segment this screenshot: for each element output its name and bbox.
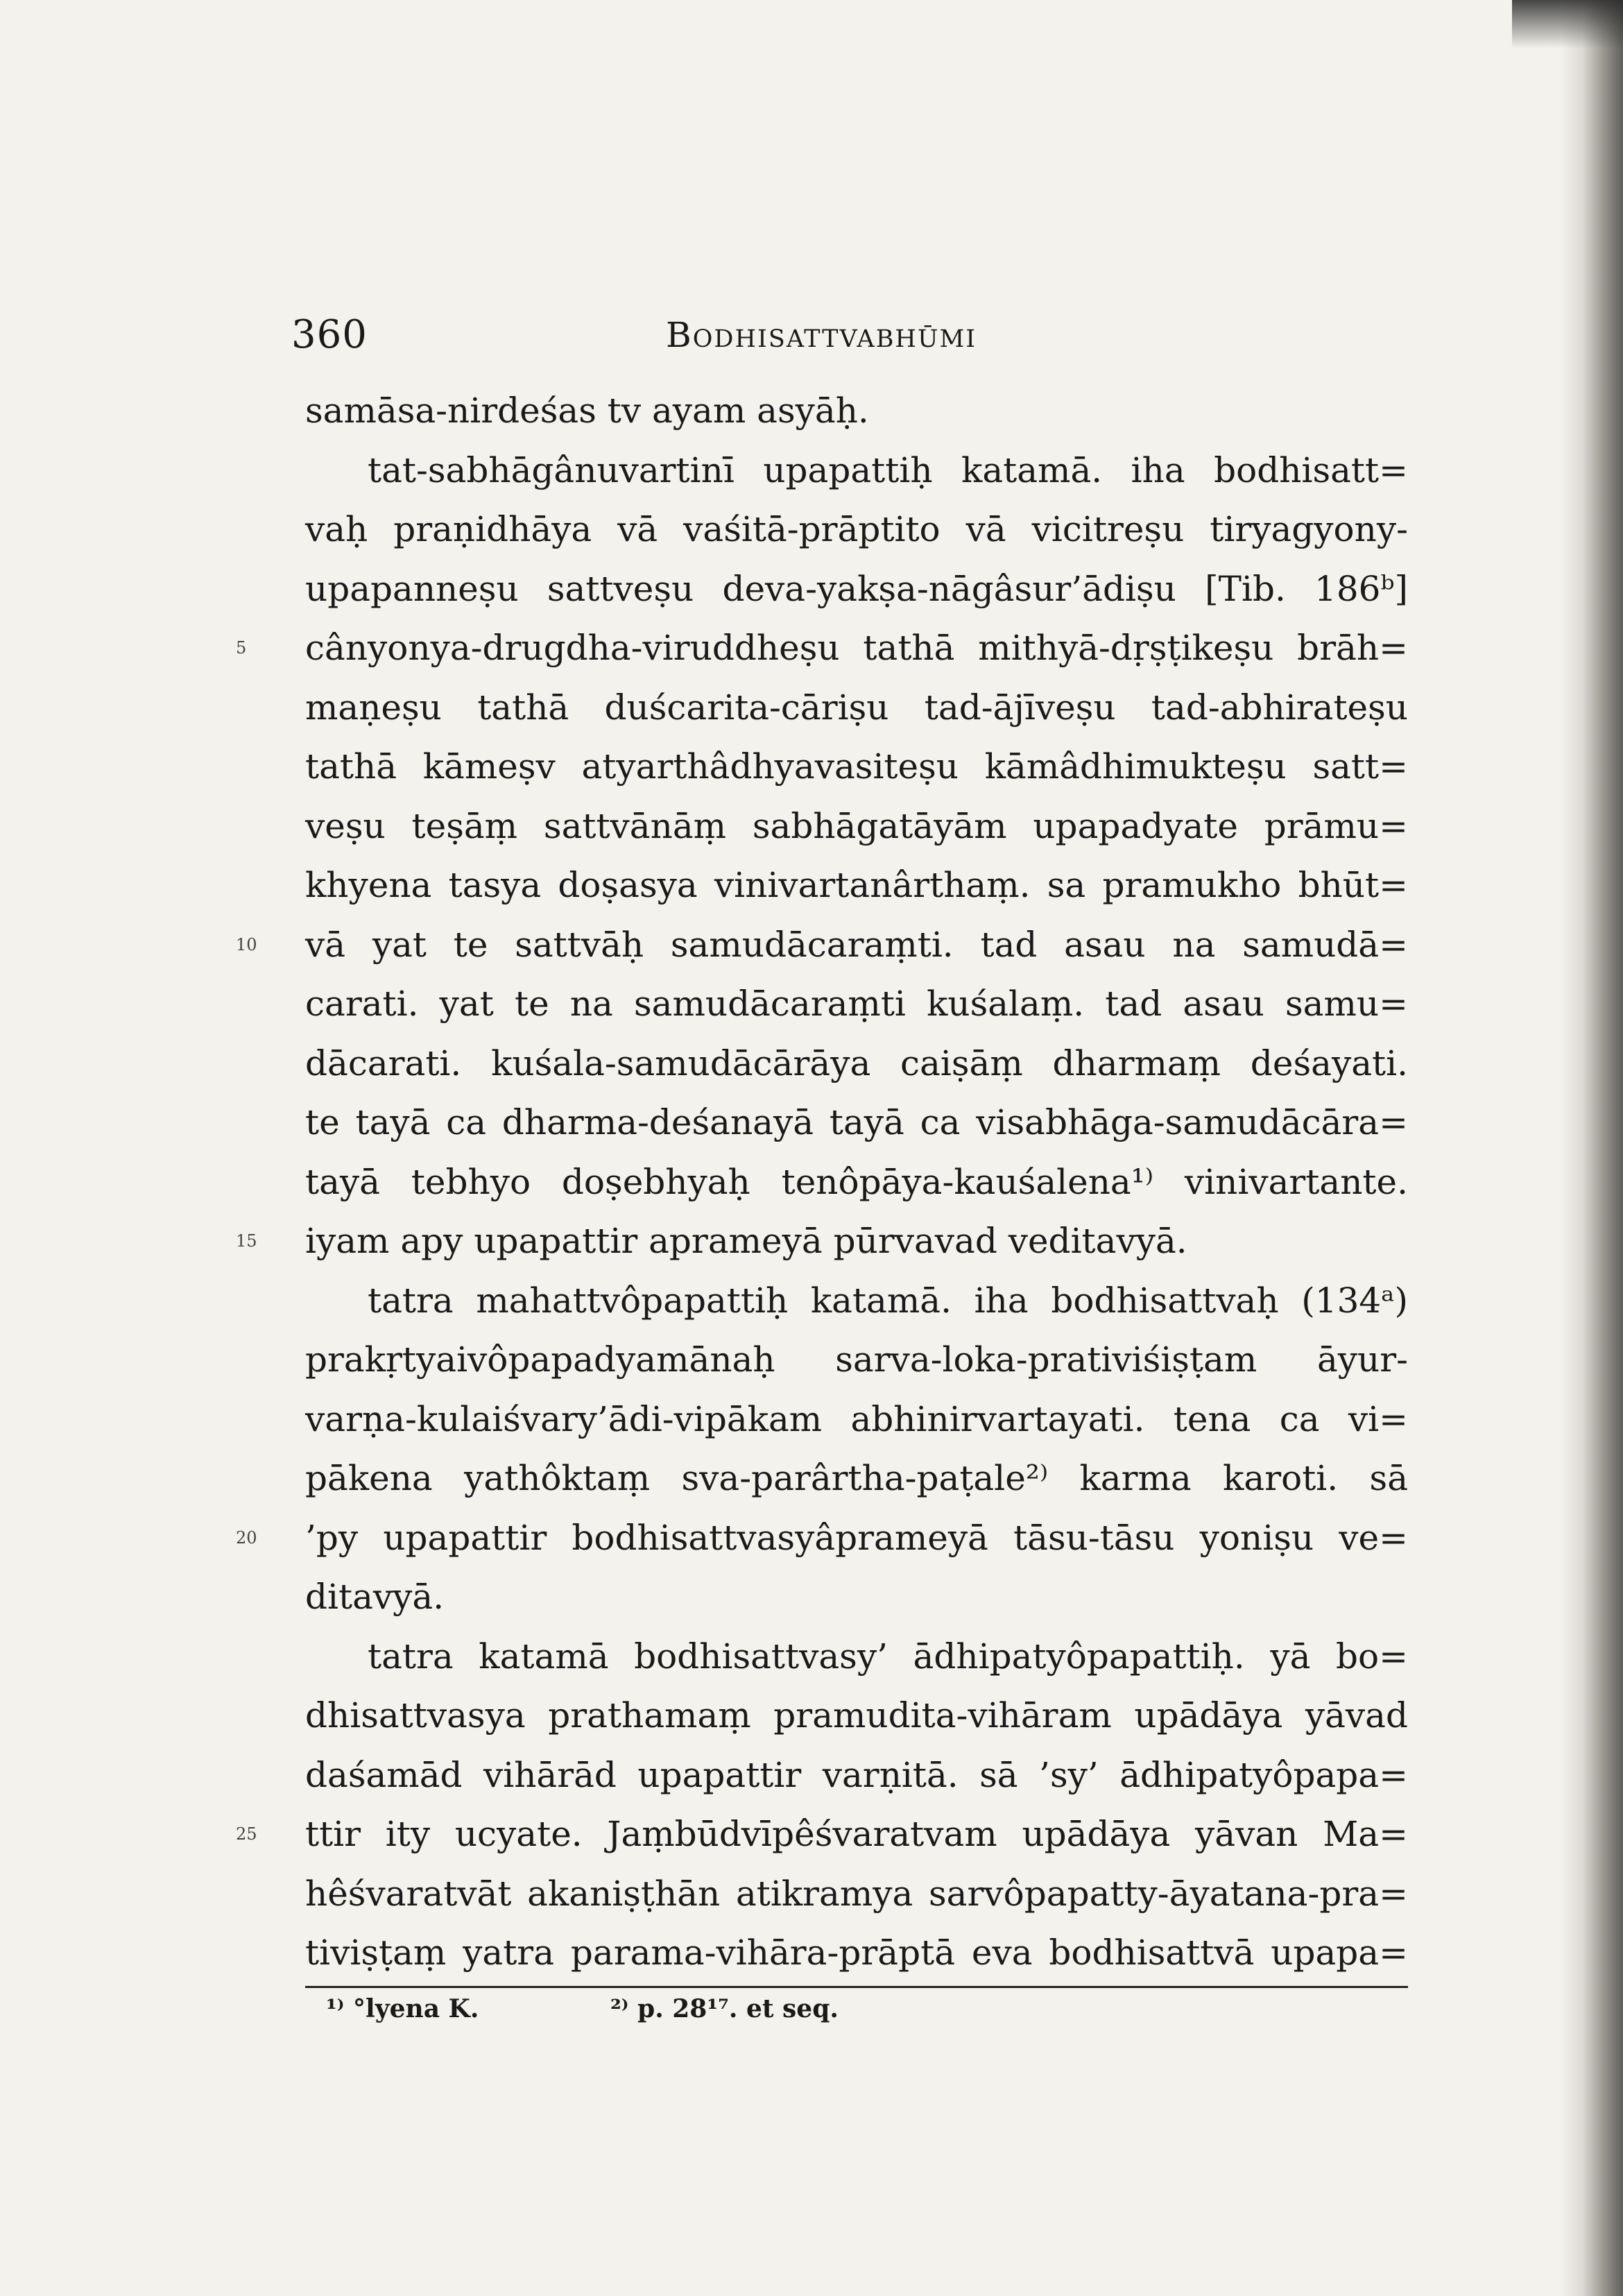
text-line: 5 cânyonya-drugdha-viruddheṣu tathā mithyā-dṛṣṭikeṣu brāh= bbox=[305, 619, 1408, 678]
footnote-1: ¹⁾ °lyena K. bbox=[326, 1994, 479, 2023]
text-line: tayā tebhyo doṣebhyaḥ tenôpāya-kauśalena¹⁾ vinivartante. bbox=[305, 1161, 1408, 1202]
text-line: dācarati. kuśala-samudācārāya caiṣāṃ dharmaṃ deśayati. bbox=[305, 1043, 1408, 1083]
text-line: tat-sabhāgânuvartinī upapattiḥ katamā. iha bodhisatt= bbox=[368, 449, 1408, 490]
footnote-2: ²⁾ p. 28¹⁷. et seq. bbox=[610, 1994, 839, 2023]
text-line: veṣu teṣāṃ sattvānāṃ sabhāgatāyām upapadyate prāmu= bbox=[305, 805, 1408, 846]
scan-edge bbox=[1512, 0, 1623, 49]
text-line: tiviṣṭaṃ yatra parama-vihāra-prāptā eva bodhisattvā upapa= bbox=[305, 1933, 1408, 1973]
text-line: ditavyā. bbox=[305, 1577, 445, 1617]
text-line: vaḥ praṇidhāya vā vaśitā-prāptito vā vicitreṣu tiryagyony- bbox=[305, 509, 1408, 549]
body-text bbox=[236, 382, 1408, 1983]
text-line: 25 ttir ity ucyate. Jaṃbūdvīpêśvaratvam upādāya yāvan Ma= bbox=[305, 1805, 1408, 1865]
text-line: varṇa-kulaiśvary’ādi-vipākam abhinirvartayati. tena ca vi= bbox=[305, 1398, 1408, 1439]
text-line: samāsa-nirdeśas tv ayam asyāḥ. bbox=[305, 391, 869, 431]
page-number: 360 bbox=[291, 312, 368, 357]
text-line: daśamād vihārād upapattir varṇitā. sā ’sy’ ādhipatyôpapa= bbox=[305, 1754, 1408, 1795]
text-line: 20 ’py upapattir bodhisattvasyâprameyā tāsu-tāsu yoniṣu ve= bbox=[305, 1509, 1408, 1568]
line-number: 20 bbox=[236, 1527, 257, 1548]
footnotes bbox=[305, 1988, 1408, 2030]
text-line: prakṛtyaivôpapadyamānaḥ sarva-loka-prativiśiṣṭam āyur- bbox=[305, 1339, 1408, 1380]
text-line: maṇeṣu tathā duścarita-cāriṣu tad-ājīveṣu tad-abhirateṣu bbox=[305, 687, 1408, 728]
line-number: 5 bbox=[236, 638, 247, 658]
text-line: carati. yat te na samudācaraṃti kuśalaṃ. tad asau samu= bbox=[305, 984, 1408, 1024]
text-line: te tayā ca dharma-deśanayā tayā ca visabhāga-samudācāra= bbox=[305, 1102, 1408, 1142]
text-line: dhisattvasya prathamaṃ pramudita-vihāram upādāya yāvad bbox=[305, 1695, 1408, 1736]
text-line: tatra katamā bodhisattvasy’ ādhipatyôpapattiḥ. yā bo= bbox=[368, 1636, 1408, 1677]
text-line: pākena yathôktaṃ sva-parârtha-paṭale²⁾ karma karoti. sā bbox=[305, 1458, 1408, 1498]
text-line: hêśvaratvāt akaniṣṭhān atikramya sarvôpapatty-āyatana-pra= bbox=[305, 1873, 1408, 1914]
line-number: 15 bbox=[236, 1231, 257, 1251]
text-line: 15 iyam apy upapattir aprameyā pūrvavad veditavyā. bbox=[305, 1212, 1408, 1271]
text-line: khyena tasya doṣasya vinivartanârthaṃ. sa pramukho bhūt= bbox=[305, 865, 1408, 905]
book-page bbox=[236, 312, 1408, 2030]
text-line: tatra mahattvôpapattiḥ katamā. iha bodhisattvaḥ (134ᵃ) bbox=[368, 1280, 1408, 1321]
text-line: 10 vā yat te sattvāḥ samudācaraṃti. tad asau na samudā= bbox=[305, 916, 1408, 975]
page-header bbox=[291, 312, 1408, 368]
line-number: 25 bbox=[236, 1824, 257, 1844]
binding-shadow bbox=[1561, 0, 1623, 2296]
text-line: upapanneṣu sattveṣu deva-yakṣa-nāgâsur’ādiṣu [Tib. 186ᵇ] bbox=[305, 568, 1408, 609]
text-line: tathā kāmeṣv atyarthâdhyavasiteṣu kāmâdhimukteṣu satt= bbox=[305, 746, 1408, 787]
running-title: Bodhisattvabhūmi bbox=[666, 315, 977, 355]
line-number: 10 bbox=[236, 934, 257, 954]
